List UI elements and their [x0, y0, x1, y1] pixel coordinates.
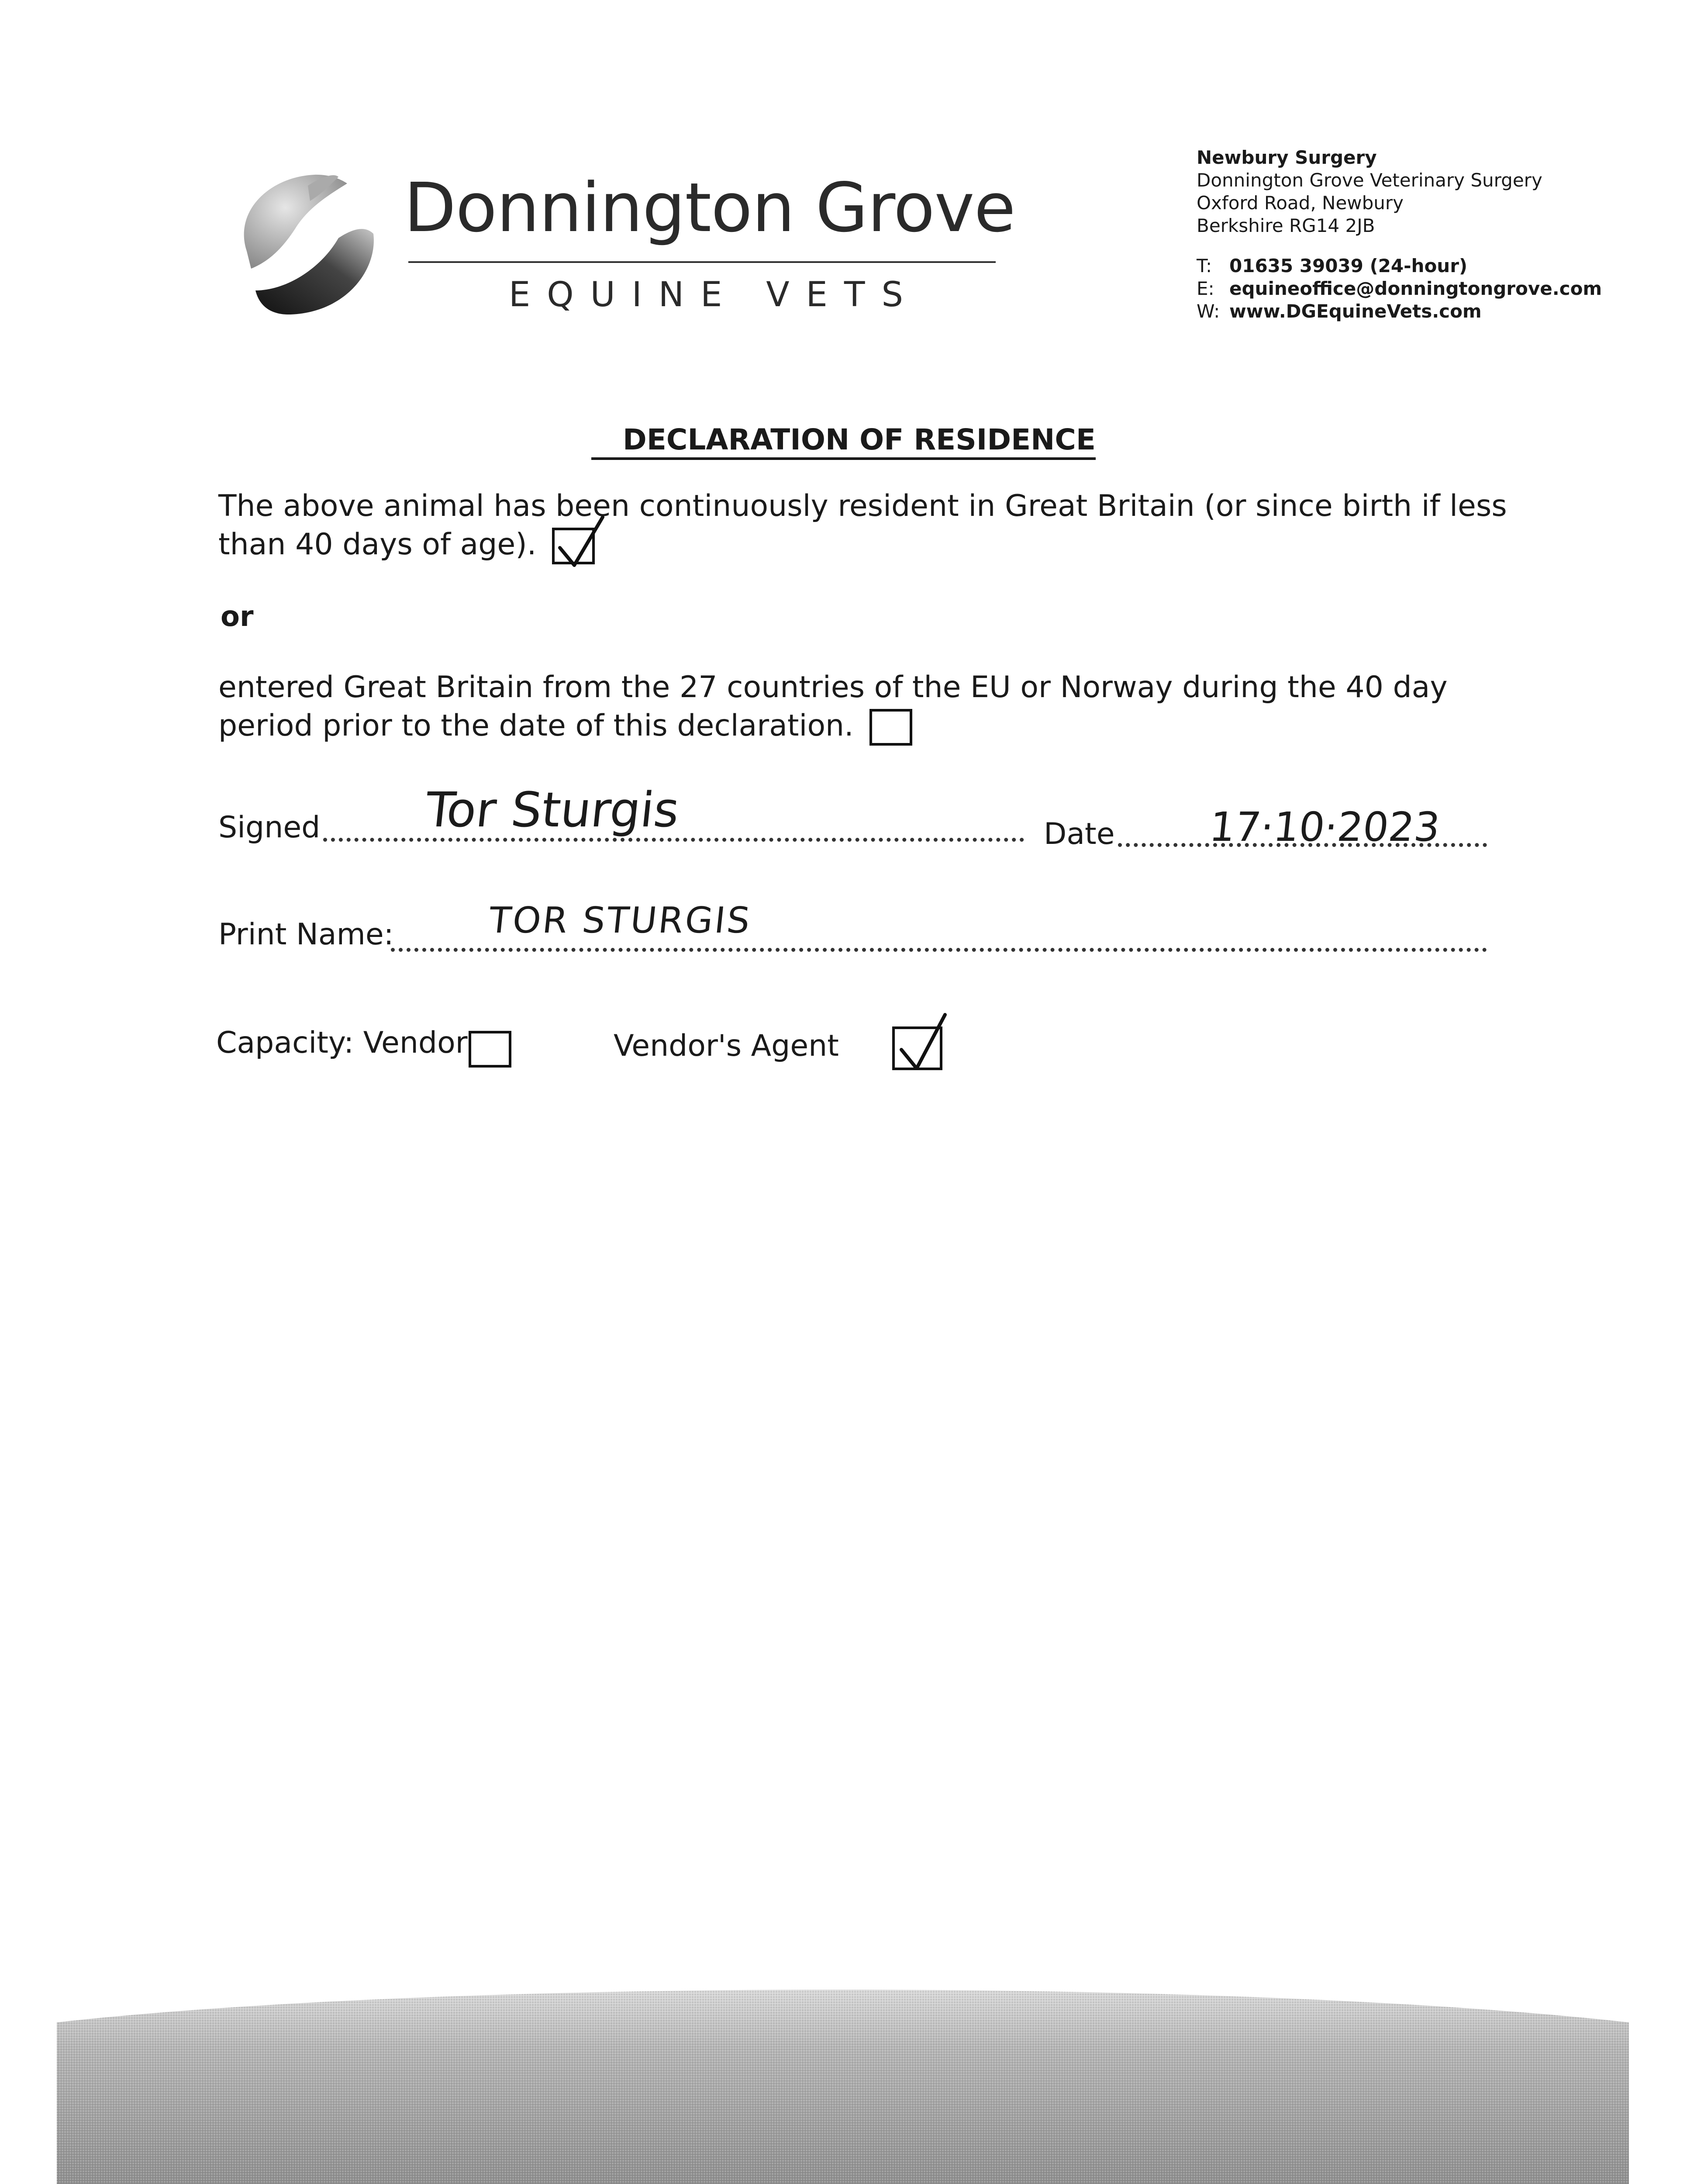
brand-subtitle: EQUINE VETS — [509, 275, 920, 314]
option-2 — [218, 668, 1511, 746]
date-label: Date — [1044, 817, 1115, 851]
capacity-label: Capacity: Vendor — [216, 1026, 468, 1060]
email-link[interactable]: equineoffice@donningtongrove.com — [1229, 278, 1602, 299]
print-name-line — [391, 948, 1487, 952]
option-2-text: entered Great Britain from the 27 countries of the EU or Norway during the 40 day period prior to the date of this declaration. — [218, 670, 1448, 743]
option-1 — [218, 487, 1511, 564]
footer-band — [57, 1961, 1629, 2184]
tel-label: T: — [1197, 255, 1212, 276]
date-value[interactable]: 17·10·2023 — [1207, 804, 1442, 850]
brand-divider — [408, 261, 996, 263]
checkmark-icon — [550, 514, 607, 570]
address-line: Donnington Grove Veterinary Surgery — [1197, 169, 1542, 191]
signature-line — [323, 838, 1024, 842]
signed-label: Signed — [218, 810, 321, 845]
option-1-checkbox[interactable] — [552, 528, 595, 564]
option-2-checkbox[interactable] — [869, 709, 912, 746]
signature[interactable]: Tor Sturgis — [423, 782, 682, 838]
web-label: W: — [1197, 301, 1220, 322]
vendor-checkbox[interactable] — [469, 1031, 511, 1068]
print-name-value[interactable]: TOR STURGIS — [487, 900, 754, 941]
surgery-name: Newbury Surgery — [1197, 147, 1377, 168]
contact-block — [1197, 146, 1602, 323]
vendor-agent-checkbox[interactable] — [892, 1026, 942, 1070]
brand-name: Donnington Grove — [404, 168, 1015, 247]
option-1-text: The above animal has been continuously resident in Great Britain (or since birth if less than 40 days of age). — [218, 489, 1507, 562]
document-title: DECLARATION OF RESIDENCE — [0, 423, 1687, 456]
or-label: or — [221, 601, 254, 633]
logo-icon — [221, 159, 400, 325]
print-name-label: Print Name: — [218, 917, 394, 952]
address-line: Oxford Road, Newbury — [1197, 192, 1404, 214]
checkmark-icon — [890, 1013, 952, 1074]
email-label: E: — [1197, 278, 1214, 299]
web-link[interactable]: www.DGEquineVets.com — [1229, 301, 1482, 322]
tel-value: 01635 39039 (24-hour) — [1229, 255, 1468, 276]
address-line: Berkshire RG14 2JB — [1197, 215, 1375, 236]
vendor-agent-label: Vendor's Agent — [614, 1029, 839, 1063]
